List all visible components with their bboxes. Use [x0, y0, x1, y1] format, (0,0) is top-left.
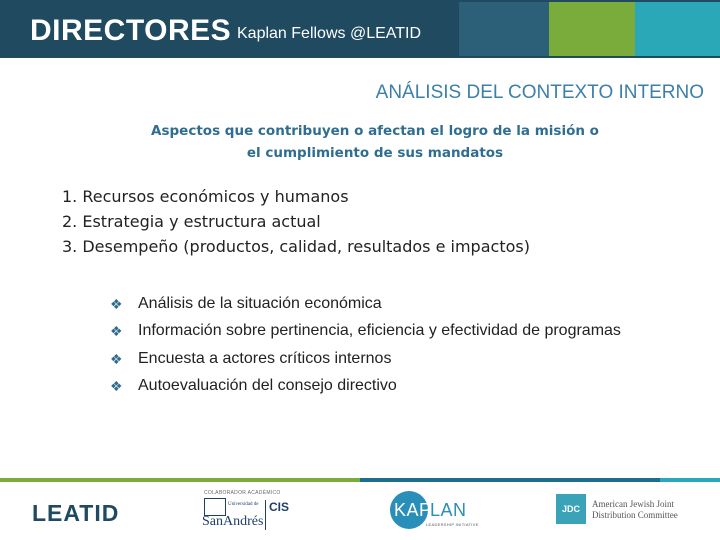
numbered-item: 3. Desempeño (productos, calidad, resultados e impactos) — [62, 237, 530, 256]
bullet-text: Encuesta a actores críticos internos — [138, 349, 392, 367]
san-andres-logo — [200, 490, 320, 534]
jdc-logo — [556, 494, 706, 528]
diamond-bullet-icon: ❖ — [110, 295, 123, 312]
subtitle-line-2: el cumplimiento de sus mandatos — [246, 145, 504, 161]
numbered-item: 2. Estrategia y estructura actual — [62, 212, 321, 231]
diamond-bullet-icon: ❖ — [110, 323, 123, 340]
san-andres-caption: COLABORADOR ACADÉMICO — [204, 490, 281, 496]
san-andres-name: SanAndrés — [202, 514, 264, 529]
banner-segment-green — [549, 2, 635, 56]
jdc-badge-icon: JDC — [556, 494, 586, 524]
san-andres-univ: Universidad de — [228, 502, 259, 507]
header-banner — [0, 0, 720, 58]
bullet-item — [110, 345, 621, 373]
slide-subtitle — [110, 120, 640, 164]
leatid-logo: LEATID — [32, 500, 120, 526]
kaplan-logo — [390, 490, 480, 534]
diamond-bullet-icon: ❖ — [110, 350, 123, 367]
diamond-bullet-icon: ❖ — [110, 378, 123, 395]
brand-title: DIRECTORES — [30, 14, 232, 47]
bullet-item — [110, 373, 621, 401]
banner-segment-blue — [459, 2, 549, 56]
cis-label: CIS — [269, 500, 290, 514]
banner-segment-teal — [635, 2, 720, 56]
kaplan-kap: KAP — [394, 500, 432, 520]
bullet-list — [110, 290, 621, 400]
bullet-text: Información sobre pertinencia, eficiencia y efectividad de programas — [138, 322, 621, 340]
kaplan-plan: LAN — [430, 500, 467, 520]
jdc-name: American Jewish Joint Distribution Committee — [592, 499, 678, 520]
slide-title: ANÁLISIS DEL CONTEXTO INTERNO — [375, 82, 704, 103]
footer-divider — [0, 478, 720, 482]
numbered-item: 1. Recursos económicos y humanos — [62, 187, 349, 206]
bullet-item — [110, 318, 621, 346]
numbered-list — [62, 184, 530, 259]
subtitle-line-1: Aspectos que contribuyen o afectan el logro de la misión o — [151, 123, 599, 139]
bullet-text: Análisis de la situación económica — [138, 294, 382, 312]
bullet-item — [110, 290, 621, 318]
bullet-text: Autoevaluación del consejo directivo — [138, 377, 397, 395]
kaplan-tagline: LEADERSHIP INITIATIVE — [426, 522, 479, 527]
program-name: Kaplan Fellows @LEATID — [237, 25, 422, 42]
